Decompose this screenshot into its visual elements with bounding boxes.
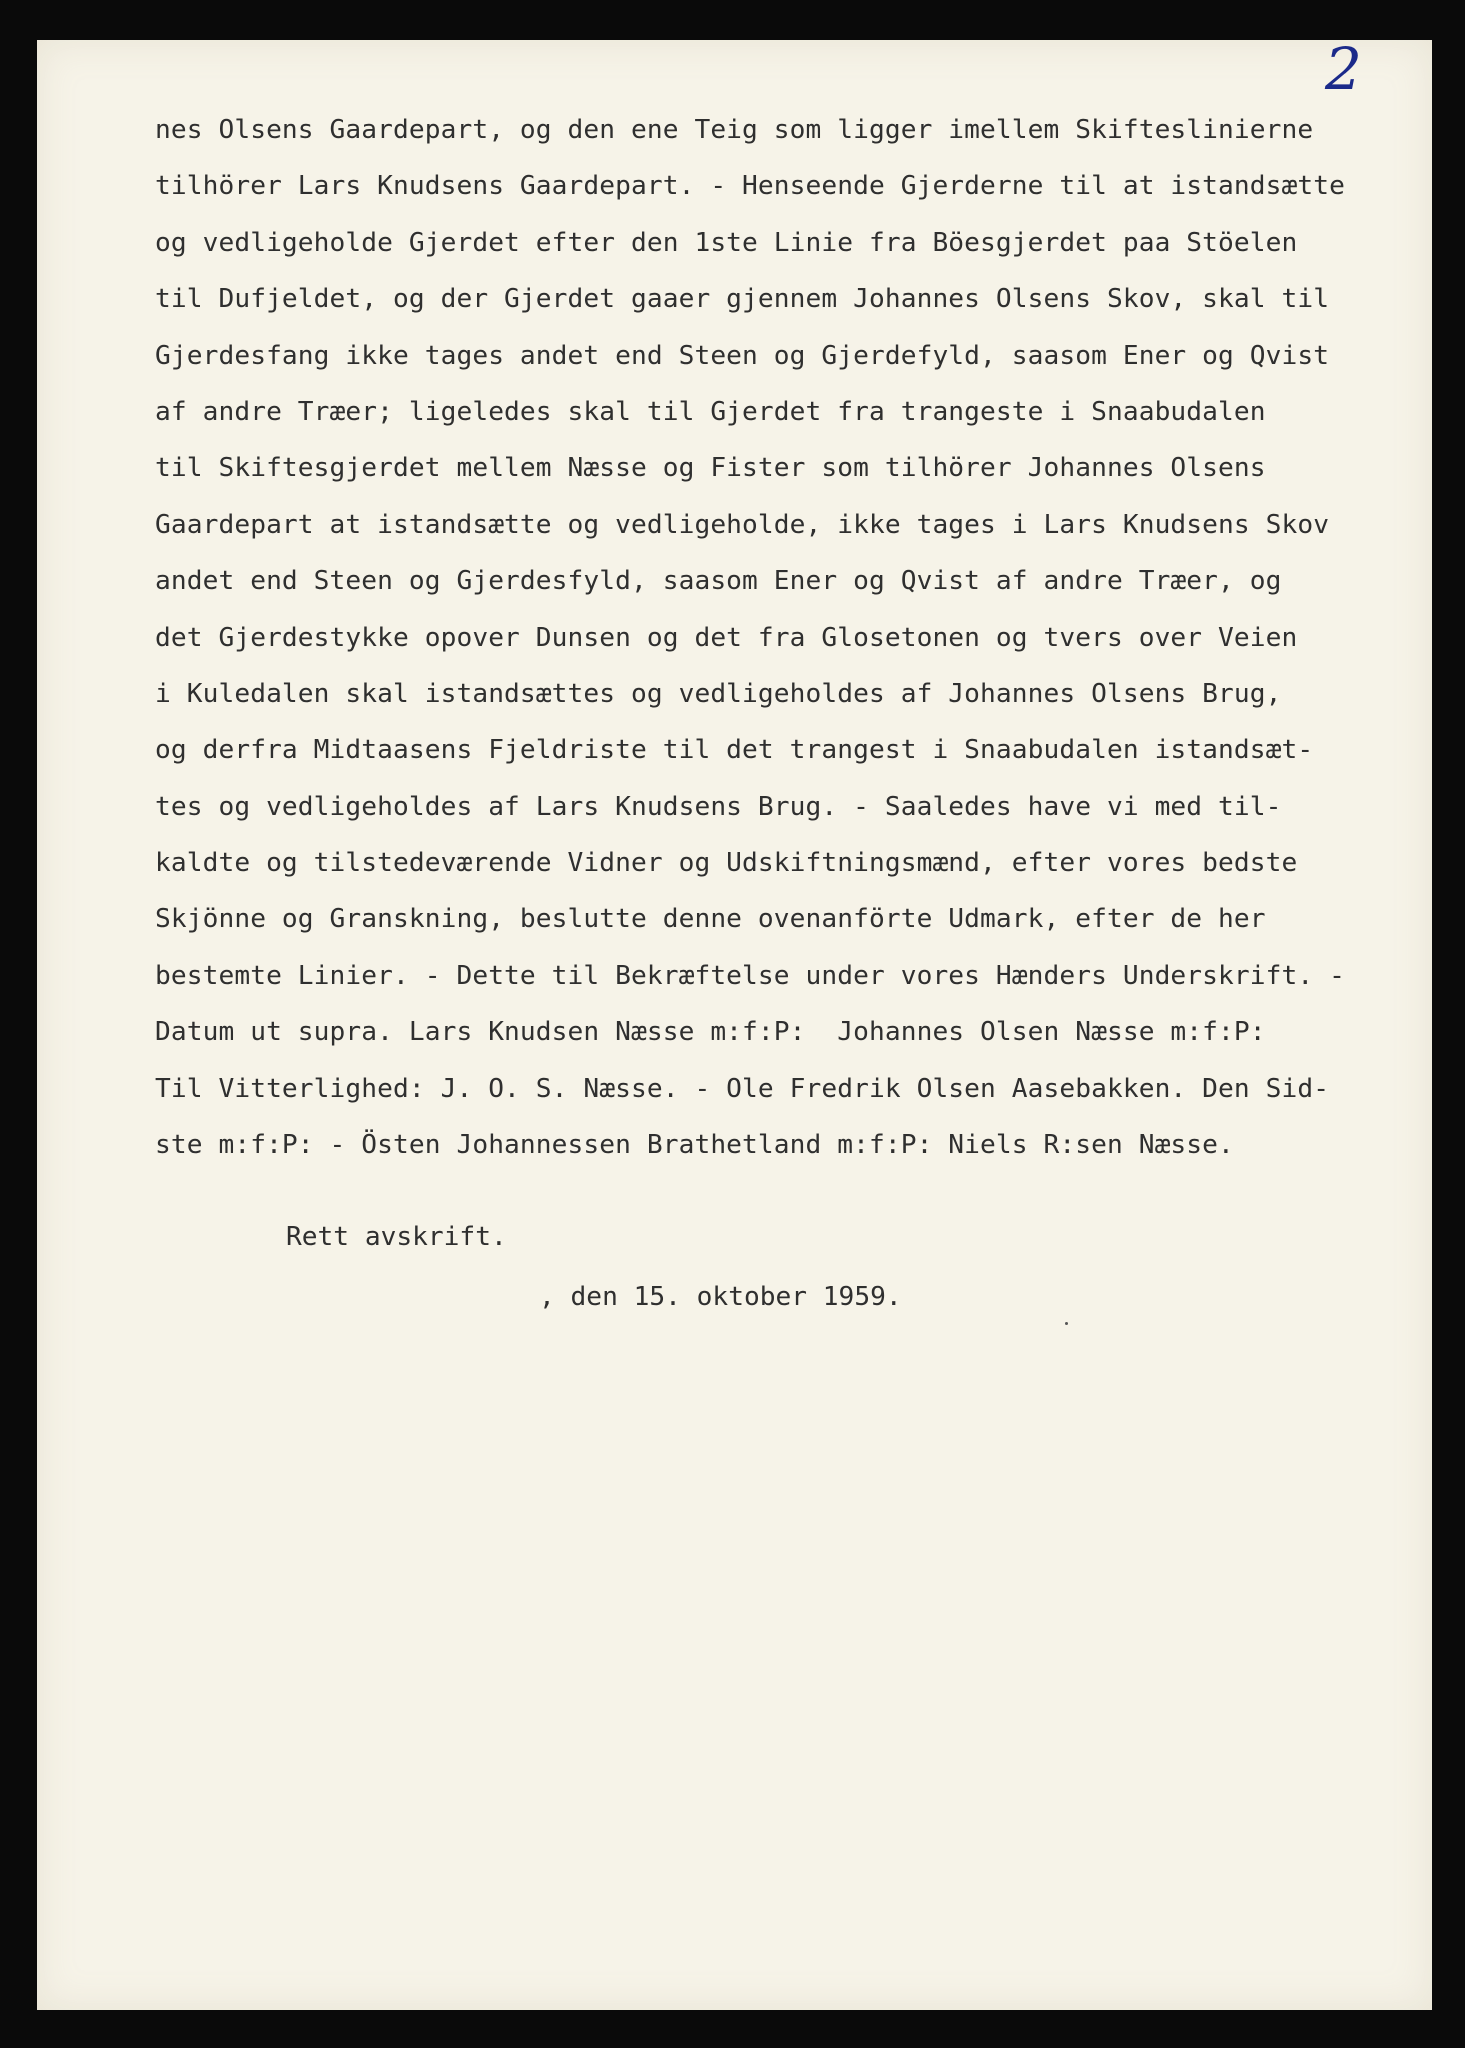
body-line: Skjönne og Granskning, beslutte denne ovenanförte Udmark, efter de her [155,904,1266,935]
body-line: tes og vedligeholdes af Lars Knudsens Brug. - Saaledes have vi med til- [155,791,1282,822]
document-body [155,115,1440,1186]
body-line: Gjerdesfang ikke tages andet end Steen og Gjerdefyld, saasom Ener og Qvist [155,340,1330,371]
body-line: Datum ut supra. Lars Knudsen Næsse m:f:P: Johannes Olsen Næsse m:f:P: [155,1017,1266,1048]
body-line: til Dufjeldet, og der Gjerdet gaaer gjennem Johannes Olsens Skov, skal til [155,284,1330,315]
body-line: nes Olsens Gaardepart, og den ene Teig som ligger imellem Skifteslinierne [155,115,1314,145]
body-line: kaldte og tilstedeværende Vidner og Udskiftningsmænd, efter vores bedste [155,848,1298,879]
body-line: bestemte Linier. - Dette til Bekræftelse under vores Hænders Underskrift. - [155,960,1345,991]
body-line: af andre Træer; ligeledes skal til Gjerdet fra trangeste i Snaabudalen [155,396,1266,427]
body-line: andet end Steen og Gjerdesfyld, saasom Ener og Qvist af andre Træer, og [155,566,1282,597]
date-line: , den 15. oktober 1959. [539,1282,902,1312]
certification-line: Rett avskrift. [286,1222,507,1252]
body-line: Gaardepart at istandsætte og vedligeholde, ikke tages i Lars Knudsens Skov [155,509,1330,540]
body-line: og derfra Midtaasens Fjeldriste til det trangest i Snaabudalen istandsæt- [155,735,1314,766]
body-line: Til Vitterlighed: J. O. S. Næsse. - Ole Fredrik Olsen Aasebakken. Den Sid- [155,1073,1330,1104]
body-line: og vedligeholde Gjerdet efter den 1ste Linie fra Böesgjerdet paa Stöelen [155,227,1298,258]
body-line: tilhörer Lars Knudsens Gaardepart. - Henseende Gjerderne til at istandsætte [155,171,1345,202]
handwritten-page-number: 2 [1325,35,1362,103]
body-line: til Skiftesgjerdet mellem Næsse og Fister som tilhörer Johannes Olsens [155,453,1266,484]
ink-speck [1065,1322,1068,1325]
body-line: ste m:f:P: - Östen Johannessen Brathetland m:f:P: Niels R:sen Næsse. [155,1130,1234,1161]
body-line: det Gjerdestykke opover Dunsen og det fra Glosetonen og tvers over Veien [155,622,1298,653]
body-line: i Kuledalen skal istandsættes og vedligeholdes af Johannes Olsens Brug, [155,678,1282,709]
